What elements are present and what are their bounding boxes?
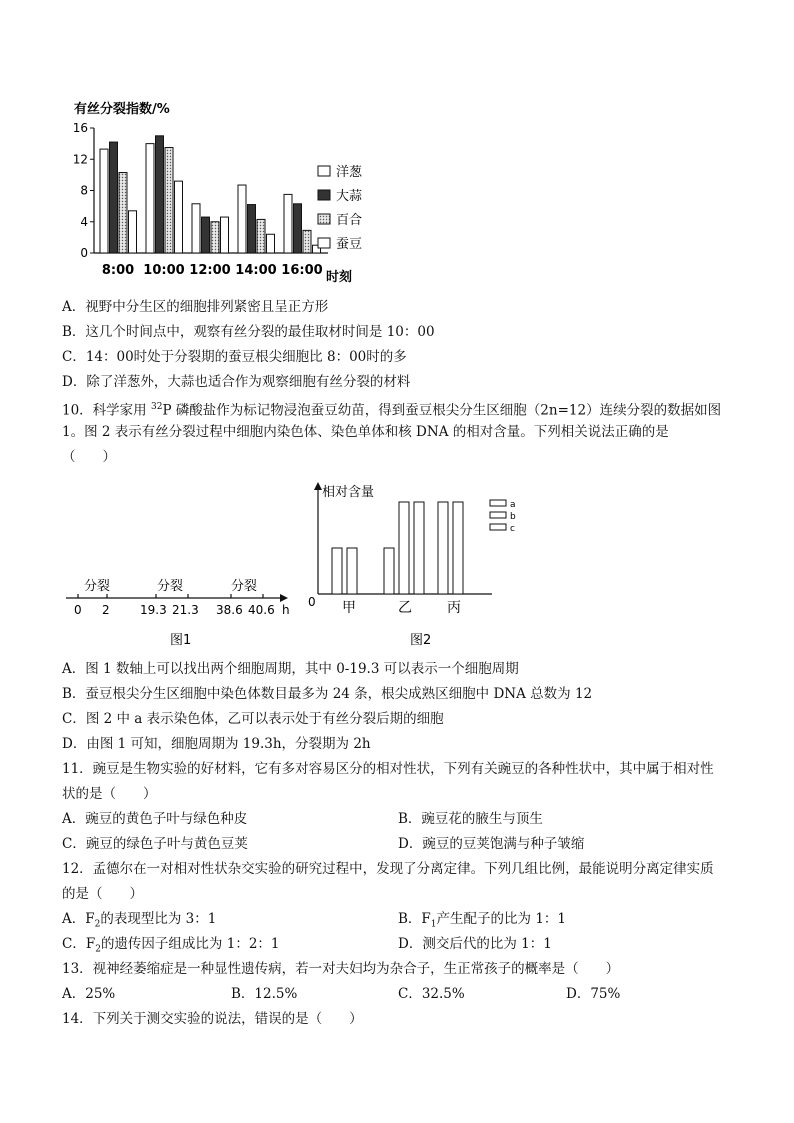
q13-option-b: B．12.5% xyxy=(231,986,298,1002)
mitosis-index-chart xyxy=(70,98,370,288)
chart1-bar-0-3 xyxy=(238,185,246,253)
q13-stem: 13．视神经萎缩症是一种显性遗传病，若一对夫妇均为杂合子，生正常孩子的概率是（ ） xyxy=(62,961,620,977)
q9-option-c: C．14：00时处于分裂期的蚕豆根尖细胞比 8：00时的多 xyxy=(62,349,407,365)
q9-option-d: D．除了洋葱外，大蒜也适合作为观察细胞有丝分裂的材料 xyxy=(62,374,411,390)
q12-stem-line1: 12．孟德尔在一对相对性状杂交实验的研究过程中，发现了分离定律。下列几组比例，最能说明分离定律实质 xyxy=(62,861,714,877)
chart1-ytick-label: 8 xyxy=(80,183,88,198)
chart2-legend-label: b xyxy=(510,512,516,522)
relative-content-chart xyxy=(292,478,532,653)
q14-stem: 14．下列关于测交实验的说法，错误的是（ ） xyxy=(62,1011,363,1027)
q12-b-pre: B．F xyxy=(398,911,431,927)
q10-stem-line2: 1。图 2 表示有丝分裂过程中细胞内染色体、染色单体和核 DNA 的相对含量。下列相关说法正确的是 xyxy=(62,424,669,440)
chart2-bar-c-2 xyxy=(453,502,463,594)
chart2-xtick-label: 乙 xyxy=(398,600,412,616)
chart1-xtick-label: 14:00 xyxy=(235,263,277,278)
figure2-caption: 图2 xyxy=(410,633,432,648)
timeline-tick-38-6: 38.6 xyxy=(216,603,243,617)
chart2-legend-label: c xyxy=(510,524,515,534)
chart2-bar-c-0 xyxy=(347,548,357,594)
q10-stem-pre: 10．科学家用 xyxy=(62,402,151,419)
q13-option-d: D．75% xyxy=(566,986,621,1002)
timeline-tick-40-6: 40.6 xyxy=(248,603,275,617)
chart1-legend-swatch xyxy=(318,214,330,224)
q10-option-a: A．图 1 数轴上可以找出两个细胞周期，其中 0-19.3 可以表示一个细胞周期 xyxy=(62,661,519,677)
chart1-bar-2-1 xyxy=(165,148,173,253)
chart1-bar-0-1 xyxy=(146,144,154,253)
timeline-tick-19-3: 19.3 xyxy=(140,603,167,617)
timeline-unit: h xyxy=(282,603,290,617)
q11-option-c: C．豌豆的绿色子叶与黄色豆荚 xyxy=(62,836,248,852)
cell-cycle-timeline xyxy=(60,570,300,650)
timeline-arrow xyxy=(280,594,288,602)
chart2-y-arrow xyxy=(314,482,322,490)
chart1-xtick-label: 10:00 xyxy=(143,263,185,278)
q10-option-d: D．由图 1 可知，细胞周期为 19.3h，分裂期为 2h xyxy=(62,736,371,752)
chart1-bar-3-3 xyxy=(267,234,275,253)
q12-c-post: 的遗传因子组成比为 1：2：1 xyxy=(100,936,280,952)
chart1-xtick-label: 16:00 xyxy=(281,263,323,278)
chart1-bar-2-2 xyxy=(211,222,219,253)
figure1-caption: 图1 xyxy=(170,633,192,648)
q10-isotope: 32 xyxy=(150,402,163,412)
chart2-bar-a-0 xyxy=(332,548,342,594)
chart1-bar-3-0 xyxy=(129,211,137,253)
chart2-legend-swatch xyxy=(490,512,506,518)
q13-option-a: A．25% xyxy=(62,986,116,1002)
q12-option-a xyxy=(62,910,216,934)
chart1-legend-label: 洋葱 xyxy=(336,165,363,180)
q10-stem-line1 xyxy=(62,398,721,420)
q11-option-b: B．豌豆花的腋生与顶生 xyxy=(398,811,543,827)
q12-a-post: 的表现型比为 3：1 xyxy=(100,911,217,927)
chart2-bar-a-2 xyxy=(438,502,448,594)
chart2-xtick-label: 甲 xyxy=(342,600,356,616)
q11-option-a: A．豌豆的黄色子叶与绿色种皮 xyxy=(62,811,248,827)
q10-option-b: B．蚕豆根尖分生区细胞中染色体数目最多为 24 条，根尖成熟区细胞中 DNA 总数为 12 xyxy=(62,686,593,702)
q10-stem-post: P 磷酸盐作为标记物浸泡蚕豆幼苗，得到蚕豆根尖分生区细胞（2n=12）连续分裂的数据如图 xyxy=(162,402,722,419)
chart2-xtick-label: 丙 xyxy=(447,600,461,616)
chart1-legend-label: 蚕豆 xyxy=(336,237,363,252)
chart2-origin: 0 xyxy=(308,595,316,609)
chart1-ytick-label: 0 xyxy=(80,246,88,260)
chart1-bar-3-1 xyxy=(175,181,183,253)
chart1-ytick-label: 4 xyxy=(80,214,88,229)
chart2-legend-swatch xyxy=(490,524,506,530)
timeline-tick-21-3: 21.3 xyxy=(172,603,199,617)
chart1-bar-1-3 xyxy=(248,205,256,253)
chart1-bar-1-4 xyxy=(294,204,302,253)
q12-a-pre: A．F xyxy=(62,911,95,927)
chart1-bar-2-0 xyxy=(119,173,127,253)
chart1-ytick-label: 12 xyxy=(72,152,88,167)
q10-stem-line3: （ ） xyxy=(62,449,116,465)
chart1-xtick-label: 8:00 xyxy=(101,263,135,278)
q11-stem-line2: 状的是（ ） xyxy=(62,786,157,802)
q9-option-b: B．这几个时间点中，观察有丝分裂的最佳取材时间是 10：00 xyxy=(62,324,435,340)
chart1-ytick-label: 16 xyxy=(72,121,88,135)
chart1-legend-label: 大蒜 xyxy=(336,189,363,204)
q12-option-b xyxy=(398,910,566,934)
chart1-bar-0-4 xyxy=(284,194,292,253)
chart2-bar-a-1 xyxy=(384,548,394,594)
chart2-legend-label: a xyxy=(510,500,516,510)
chart1-bar-2-4 xyxy=(303,230,311,253)
chart2-ylabel: 相对含量 xyxy=(322,485,375,500)
q11-option-d: D．豌豆的豆荚饱满与种子皱缩 xyxy=(398,836,585,852)
timeline-label-3: 分裂 xyxy=(231,579,258,594)
q12-b-sub: 1 xyxy=(430,919,437,930)
chart1-bar-0-2 xyxy=(192,204,200,253)
q12-c-sub: 2 xyxy=(95,944,101,955)
q12-a-sub: 2 xyxy=(94,919,101,930)
timeline-label-2: 分裂 xyxy=(157,579,184,594)
q10-option-c: C．图 2 中 a 表示染色体，乙可以表示处于有丝分裂后期的细胞 xyxy=(62,711,444,727)
chart1-bar-1-1 xyxy=(156,136,164,253)
q12-option-c xyxy=(62,935,280,959)
chart1-legend-swatch xyxy=(318,238,330,248)
q13-option-c: C．32.5% xyxy=(398,986,465,1002)
chart1-legend-swatch xyxy=(318,166,330,176)
chart1-bar-2-3 xyxy=(257,219,265,253)
timeline-label-1: 分裂 xyxy=(84,579,111,594)
q9-option-a: A．视野中分生区的细胞排列紧密且呈正方形 xyxy=(62,299,329,315)
chart1-bar-1-0 xyxy=(110,142,118,253)
chart1-legend-label: 百合 xyxy=(336,213,363,228)
chart1-legend-swatch xyxy=(318,190,330,200)
timeline-tick-2: 2 xyxy=(102,603,110,617)
chart1-bar-0-0 xyxy=(100,149,108,253)
chart2-bar-b-1 xyxy=(399,502,409,594)
q12-c-pre: C．F xyxy=(62,936,96,952)
chart1-ylabel: 有丝分裂指数/% xyxy=(74,102,170,117)
chart1-bar-1-2 xyxy=(202,217,210,253)
q12-stem-line2: 的是（ ） xyxy=(62,886,143,902)
chart2-bar-c-1 xyxy=(414,502,424,594)
timeline-tick-0: 0 xyxy=(74,603,82,617)
q12-option-d: D．测交后代的比为 1：1 xyxy=(398,936,552,952)
q12-b-post: 产生配子的比为 1：1 xyxy=(436,911,567,927)
chart1-xtick-label: 12:00 xyxy=(189,263,231,278)
chart1-bar-3-2 xyxy=(221,217,229,253)
chart1-xlabel: 时刻 xyxy=(326,270,353,285)
chart2-legend-swatch xyxy=(490,500,506,506)
q11-stem-line1: 11．豌豆是生物实验的好材料，它有多对容易区分的相对性状，下列有关豌豆的各种性状中，其中属于相对性 xyxy=(62,761,714,777)
